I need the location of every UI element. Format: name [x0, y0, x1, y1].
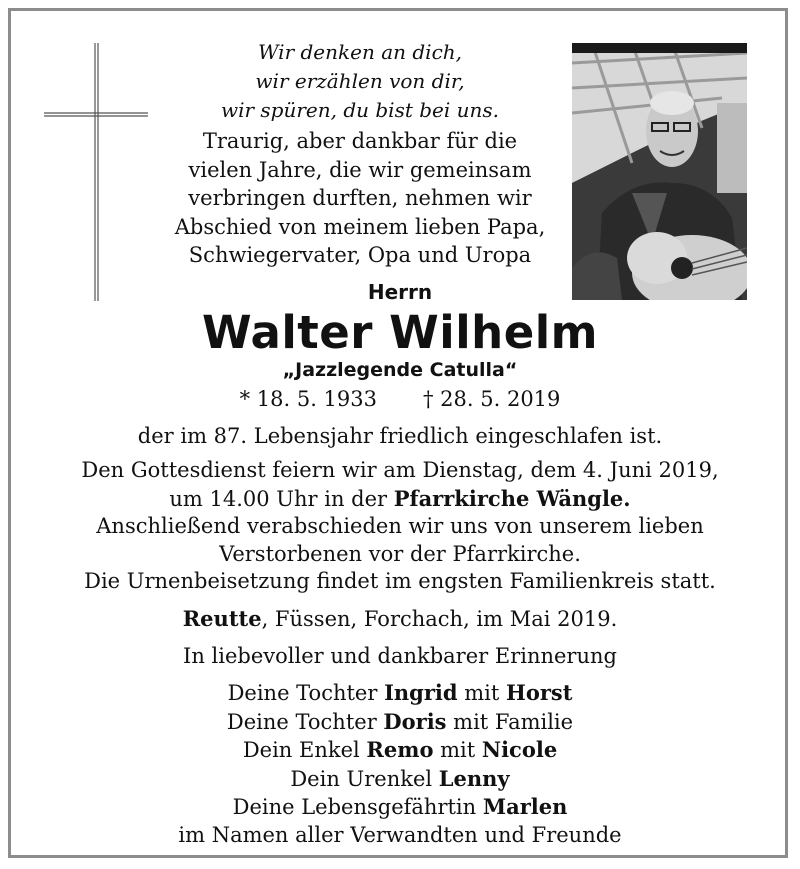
portrait-photo — [572, 43, 747, 300]
intro-text — [150, 127, 570, 270]
service-line: um 14.00 Uhr in der Pfarrkirche Wängle. — [169, 485, 631, 511]
poem-line: wir spüren, du bist bei uns. — [220, 98, 500, 122]
intro-line: Traurig, aber dankbar für die — [202, 129, 518, 153]
salutation: Herrn — [367, 280, 433, 304]
intro-line: vielen Jahre, die wir gemeinsam — [188, 157, 532, 182]
place-bold: Reutte — [182, 606, 262, 631]
death-date: † 28. 5. 2019 — [423, 387, 561, 411]
mourner-line: im Namen aller Verwandten und Freunde — [178, 822, 622, 847]
church-name: Pfarrkirche Wängle. — [393, 485, 631, 511]
poem-line: wir erzählen von dir, — [255, 69, 465, 93]
mourner-line: Dein Urenkel Lenny — [290, 765, 510, 791]
intro-line: verbringen durften, nehmen wir — [188, 186, 532, 210]
service-line: Die Urnenbeisetzung findet im engsten Familienkreis statt. — [84, 569, 716, 593]
memory-line: In liebevoller und dankbarer Erinnerung — [183, 644, 617, 668]
deceased-name: Walter Wilhelm — [201, 306, 599, 359]
service-line: Den Gottesdienst feiern wir am Dienstag, dem 4. Juni 2019, — [81, 458, 719, 482]
life-dates — [0, 385, 800, 413]
service-line: Verstorbenen vor der Pfarrkirche. — [219, 541, 581, 566]
service-line: Anschließend verabschieden wir uns von unserem lieben — [96, 514, 704, 538]
poem — [150, 38, 570, 125]
poem-line: Wir denken an dich, — [257, 40, 463, 64]
birth-date: * 18. 5. 1933 — [239, 387, 377, 411]
mourners-list — [0, 679, 800, 849]
mourner-line: Deine Tochter Doris mit Familie — [226, 708, 574, 734]
cross-icon — [44, 43, 148, 301]
place-date: Reutte, Füssen, Forchach, im Mai 2019. — [182, 606, 618, 631]
intro-line: Schwiegervater, Opa und Uropa — [188, 243, 532, 267]
intro-line: Abschied von meinem lieben Papa, — [174, 214, 546, 239]
mourner-line: Deine Lebensgefährtin Marlen — [232, 794, 568, 819]
service-info — [0, 457, 800, 596]
mourner-line: Dein Enkel Remo mit Nicole — [242, 737, 558, 762]
age-line: der im 87. Lebensjahr friedlich eingeschlafen ist. — [137, 424, 663, 448]
nickname: „Jazzlegende Catulla“ — [282, 359, 518, 381]
mourner-line: Deine Tochter Ingrid mit Horst — [227, 680, 573, 705]
